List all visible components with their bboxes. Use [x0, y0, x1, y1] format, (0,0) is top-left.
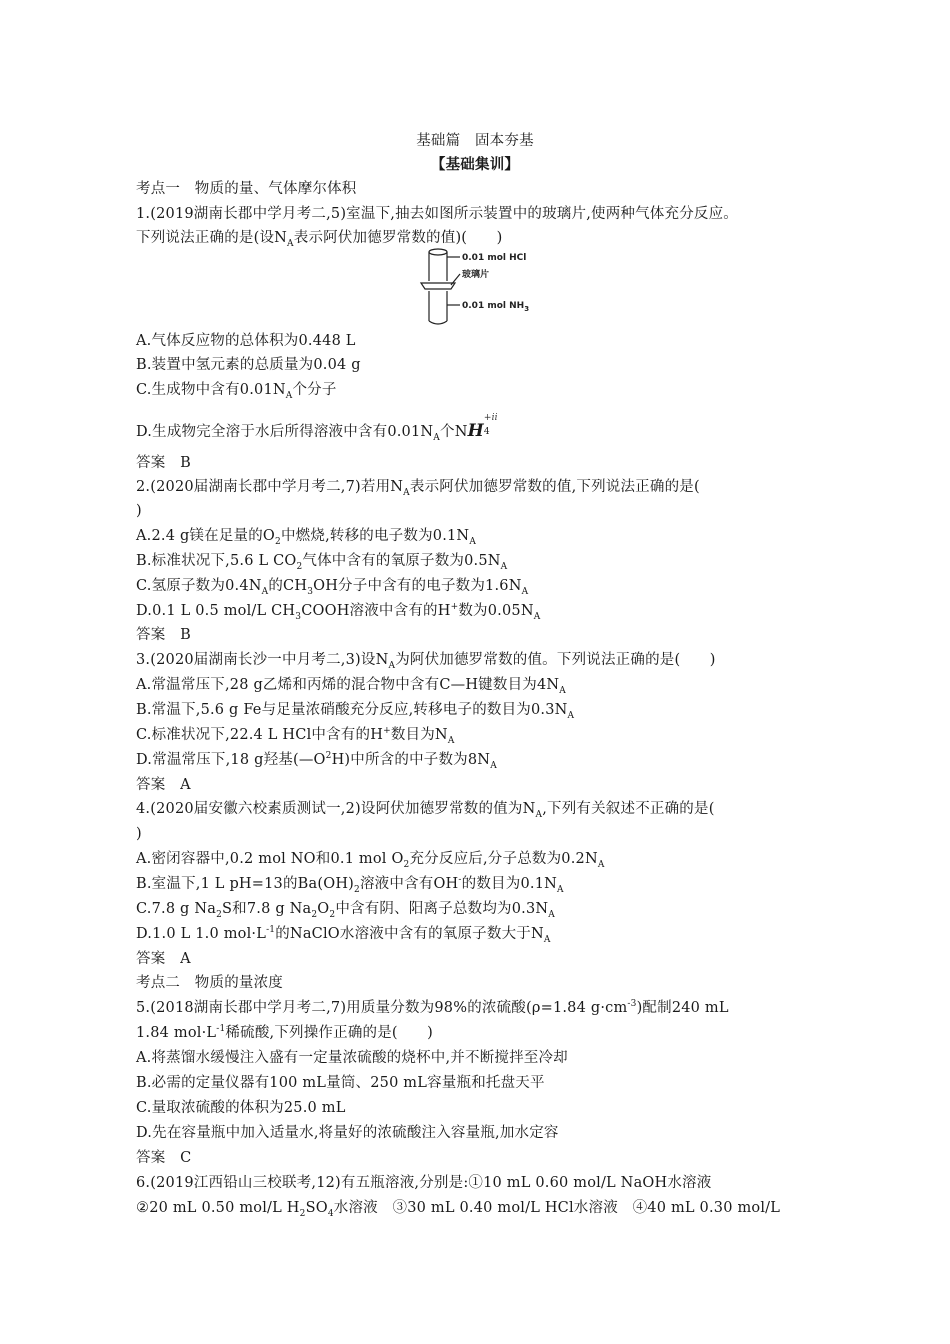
q1-option-c: C.生成物中含有$0.01N_A$个分子: [136, 382, 337, 401]
q5-stem-line2: 1.84 $mol\cdot L^{-1}$稀硫酸,下列操作正确的是( ): [136, 1024, 434, 1041]
q1-option-b: B.装置中氢元素的总质量为0.04 g: [136, 357, 361, 373]
topic-heading-1: 考点一 物质的量、气体摩尔体积: [136, 181, 357, 197]
q5-option-d: D.先在容量瓶中加入适量水,将量好的浓硫酸注入容量瓶,加水定容: [136, 1125, 559, 1141]
q3-option-c: C.标准状况下,22.4 L HCl中含有的H+数目为$N_A$: [136, 726, 455, 746]
q2-option-c: C.氢原子数为$0.4N_A$的$CH_3OH$分子中含有的电子数为$1.6N_A$: [136, 578, 529, 597]
q4-stem-line1: 4.(2020届安徽六校素质测试一,2)设阿伏加德罗常数的值为$N_A$,下列有关叙述不正确的是(: [136, 801, 715, 820]
topic-heading-2: 考点二 物质的量浓度: [136, 975, 283, 991]
q2-answer: 答案 B: [136, 627, 191, 643]
q4-answer: 答案 A: [136, 951, 191, 967]
q5-stem-line1: 5.(2018湖南长郡中学月考二,7)用质量分数为98%的浓硫酸(ρ=1.84 $g\cdot cm^{-3}$)配制240 mL: [136, 999, 729, 1016]
q1-stem-line2: 下列说法正确的是(设$N_A$表示阿伏加德罗常数的值)( ): [136, 230, 503, 249]
q4-option-a: A.密闭容器中,0.2 mol NO和0.1 mol $O_2$充分反应后,分子总数为$0.2N_A$: [136, 851, 605, 870]
q3-option-a: A.常温常压下,28 g乙烯和丙烯的混合物中含有C—H键数目为$4N_A$: [136, 677, 566, 696]
q3-option-b: B.常温下,5.6 g Fe与足量浓硝酸充分反应,转移电子的数目为$0.3N_A$: [136, 702, 575, 721]
q3-answer: 答案 A: [136, 777, 191, 793]
q5-option-b: B.必需的定量仪器有100 mL量筒、250 mL容量瓶和托盘天平: [136, 1075, 545, 1091]
q4-option-c: C.7.8 g $Na_2S$和7.8 g $Na_2O_2$中含有阴、阳离子总数均为$0.3N_A$: [136, 901, 555, 920]
figure-label-nh3: 0.01 mol $NH_3$: [462, 301, 530, 313]
q2-stem-line2: ): [136, 503, 142, 519]
q5-answer: 答案 C: [136, 1150, 192, 1166]
q6-stem-line1: 6.(2019江西铅山三校联考,12)有五瓶溶液,分别是:①10 mL 0.60 mol/L NaOH水溶液: [136, 1175, 712, 1191]
q5-option-c: C.量取浓硫酸的体积为25.0 mL: [136, 1100, 346, 1116]
q5-option-a: A.将蒸馏水缓慢注入盛有一定量浓硫酸的烧杯中,并不断搅拌至冷却: [136, 1050, 568, 1066]
q3-option-d: D.常温常压下,18 g羟基$(—O^2H)$中所含的中子数为$8N_A$: [136, 751, 497, 771]
q3-stem: 3.(2020届湖南长沙一中月考二,3)设$N_A$为阿伏加德罗常数的值。下列说法正确的是( ): [136, 652, 716, 671]
q2-option-d: D.0.1 L 0.5 mol/L $CH_3COOH$溶液中含有的H+数为$0.05N_A$: [136, 602, 541, 622]
q4-option-d: D.1.0 L 1.0 $mol\cdot L^{-1}$的NaClO水溶液中含有的氧原子数大于$N_A$: [136, 925, 551, 945]
figure-label-hcl: 0.01 mol HCl: [462, 253, 527, 263]
q4-stem-line2: ): [136, 826, 142, 842]
q2-option-a: A.2.4 g镁在足量的$O_2$中燃烧,转移的电子数为$0.1N_A$: [136, 528, 477, 547]
page-title: 基础篇 固本夯基: [416, 133, 534, 149]
q1-stem-line1: 1.(2019湖南长郡中学月考二,5)室温下,抽去如图所示装置中的玻璃片,使两种气体充分反应。: [136, 206, 738, 222]
q1-answer: 答案 B: [136, 455, 191, 471]
section-heading: 【基础集训】: [430, 156, 520, 173]
q6-stem-line2: ②20 mL 0.50 mol/L $H_2SO_4$水溶液 ③30 mL 0.40 mol/L HCl水溶液 ④40 mL 0.30 mol/L: [136, 1200, 781, 1219]
q2-stem-line1: 2.(2020届湖南长郡中学月考二,7)若用$N_A$表示阿伏加德罗常数的值,下列说法正确的是(: [136, 479, 700, 498]
q1-option-d: D.生成物完全溶于水后所得溶液中含有$0.01N_A$个NH +ii 4: [136, 413, 498, 443]
q4-option-b: B.室温下,1 L pH=13的$Ba(OH)_2$溶液中含有OH-的数目为$0.1N_A$: [136, 875, 564, 895]
q1-option-a: A.气体反应物的总体积为0.448 L: [136, 333, 356, 349]
figure-label-glass: 玻璃片: [462, 270, 490, 280]
q2-option-b: B.标准状况下,5.6 L $CO_2$气体中含有的氧原子数为$0.5N_A$: [136, 553, 508, 572]
gas-apparatus-figure: [418, 243, 558, 329]
